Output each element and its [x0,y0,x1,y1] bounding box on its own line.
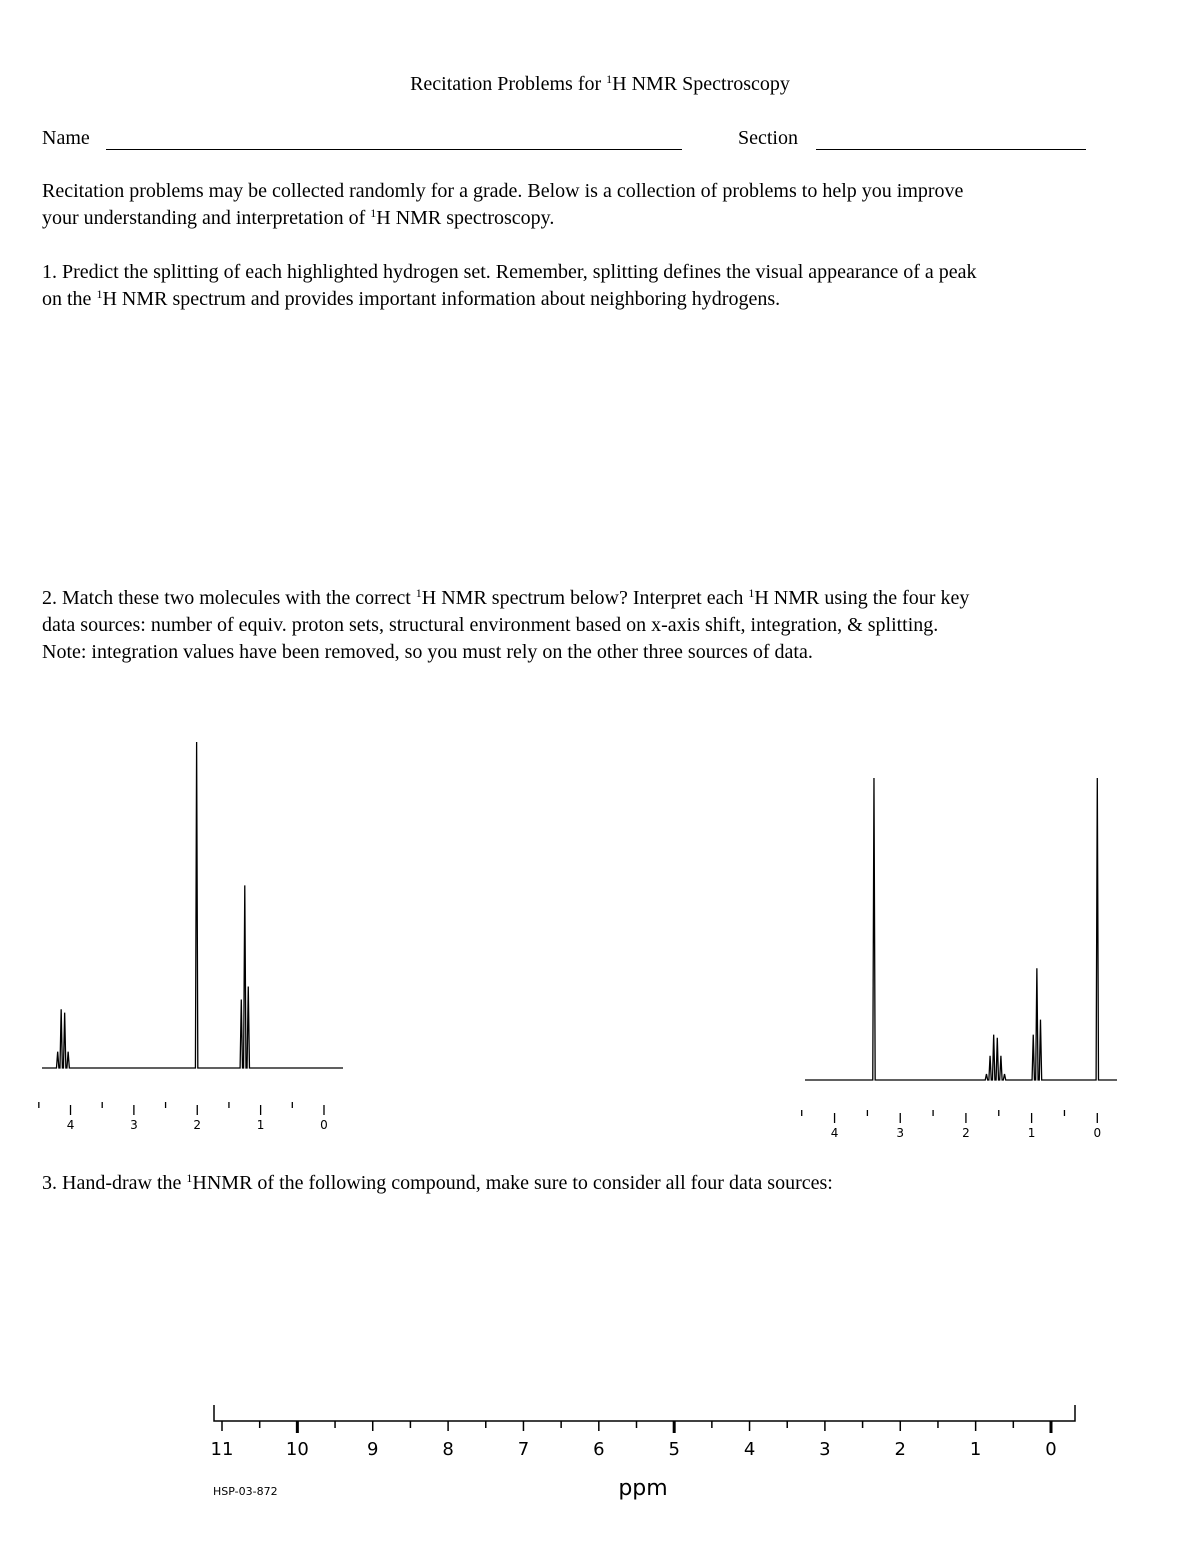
ppm-axis-line [214,1405,1075,1421]
page-title: Recitation Problems for $^1$H NMR Spectroscopy [410,72,790,95]
ppm-tick-label-10: 10 [285,1439,309,1460]
spectrum-trace [42,742,343,1068]
question-1-line-1: 1. Predict the splitting of each highlighted hydrogen set. Remember, splitting defines the visual appearance of a peak [42,261,977,283]
x-tick-label-0: 0 [320,1118,328,1132]
ppm-tick-label-11: 11 [210,1439,234,1460]
ppm-tick-label-5: 5 [668,1439,680,1460]
spectrum-trace [805,778,1117,1080]
ppm-tick-label-7: 7 [517,1439,530,1460]
x-tick-label-3: 3 [130,1118,138,1132]
intro-line-1: Recitation problems may be collected randomly for a grade. Below is a collection of problems to help you improve [42,180,964,202]
name-label: Name [42,127,90,149]
ppm-tick-label-6: 6 [593,1439,605,1460]
spectrum-code-label: HSP-03-872 [213,1485,278,1498]
ppm-tick-label-2: 2 [894,1439,906,1460]
x-tick-label-2: 2 [962,1126,970,1140]
ppm-tick-label-9: 9 [367,1439,379,1460]
intro-line-2: your understanding and interpretation of $^1$H NMR spectroscopy. [42,206,555,229]
question-2 [42,585,969,666]
intro-paragraph [42,178,963,232]
x-tick-label-1: 1 [1027,1126,1036,1140]
x-tick-label-4: 4 [830,1126,839,1140]
blank-ppm-axis [195,1395,1095,1510]
nmr-spectrum-left [30,730,360,1150]
nmr-spectrum-right [795,765,1135,1155]
ppm-axis-label: ppm [618,1476,668,1501]
ppm-tick-label-8: 8 [442,1439,454,1460]
question-2-line-2: data sources: number of equiv. proton sets, structural environment based on x-axis shift, integration, & splitting. [42,614,939,636]
ppm-tick-label-0: 0 [1045,1439,1057,1460]
question-2-line-3: Note: integration values have been removed, so you must rely on the other three sources of data. [42,641,813,663]
ppm-tick-label-4: 4 [743,1439,756,1460]
ppm-tick-label-1: 1 [969,1439,982,1460]
x-tick-label-4: 4 [66,1118,75,1132]
x-tick-label-0: 0 [1093,1126,1102,1140]
ppm-tick-label-3: 3 [819,1439,831,1460]
name-field[interactable] [106,149,682,150]
question-1 [42,259,976,313]
question-2-line-1: 2. Match these two molecules with the correct $^1$H NMR spectrum below? Interpret each $^1$H NMR using the four key [42,586,970,609]
question-3: 3. Hand-draw the $^1$HNMR of the following compound, make sure to consider all four data sources: [42,1171,833,1194]
x-tick-label-2: 2 [193,1118,202,1132]
section-label: Section [738,127,798,149]
section-field[interactable] [816,149,1086,150]
x-tick-label-1: 1 [256,1118,265,1132]
question-1-line-2: on the $^1$H NMR spectrum and provides important information about neighboring hydrogens. [42,287,781,310]
x-tick-label-3: 3 [896,1126,905,1140]
